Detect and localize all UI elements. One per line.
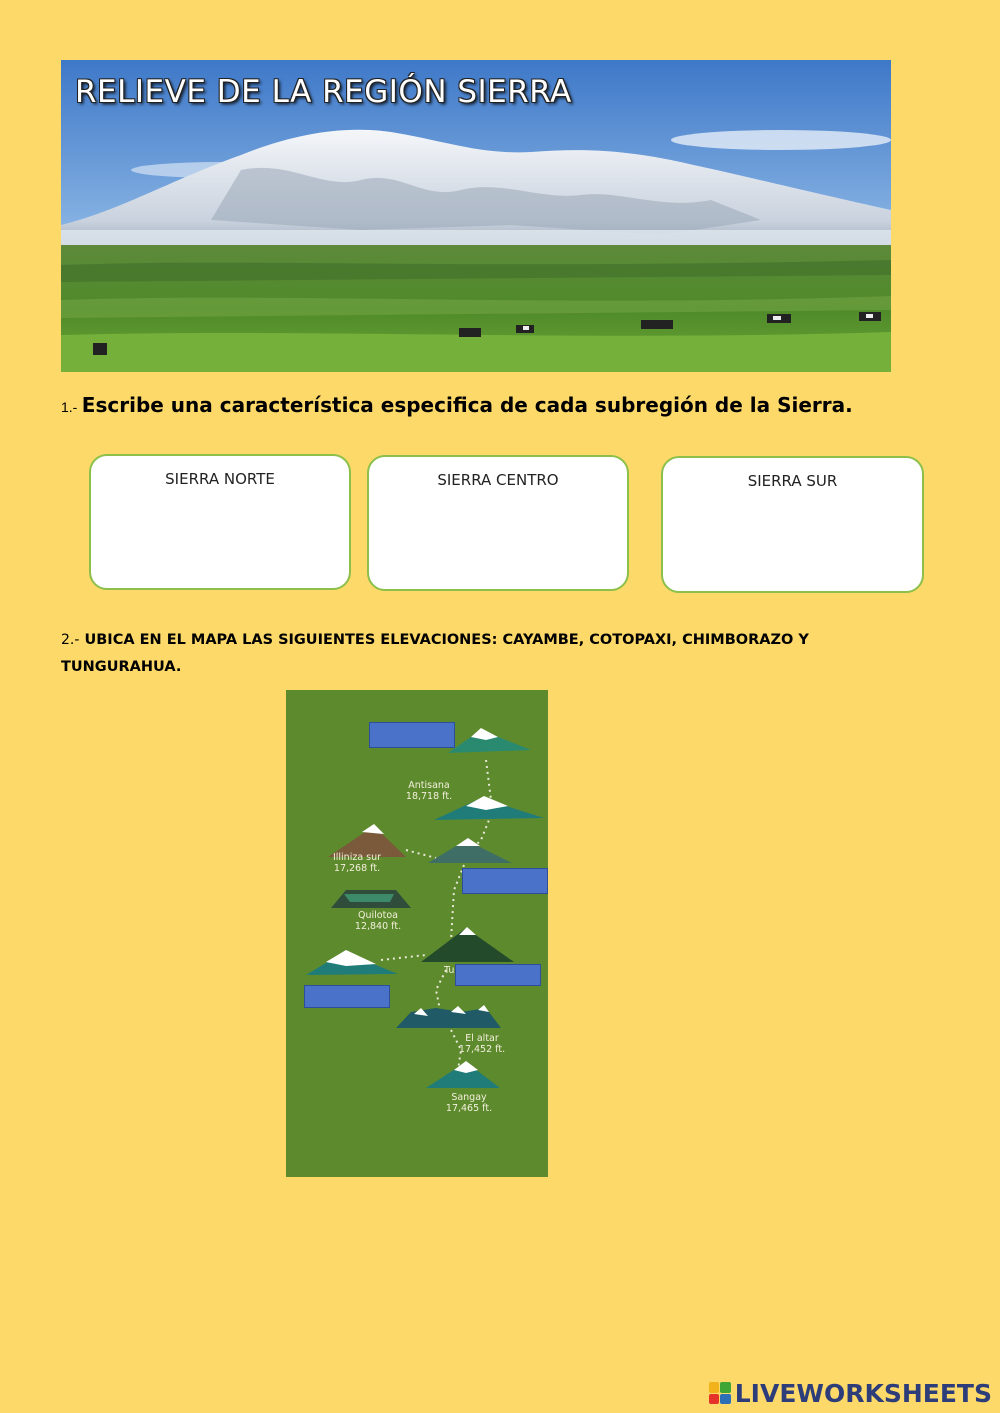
question-2-text: UBICA EN EL MAPA LAS SIGUIENTES ELEVACIONES: CAYAMBE, COTOPAXI, CHIMBORAZO Y TUNGURAHUA. bbox=[61, 632, 809, 675]
map-label-tungurahua: Tu bbox=[444, 965, 455, 976]
question-2 bbox=[61, 627, 881, 681]
volcano-map bbox=[286, 690, 548, 1177]
question-1-number: 1.- bbox=[61, 399, 78, 415]
map-label-antisana: Antisana 18,718 ft. bbox=[405, 780, 453, 802]
map-label-el-altar: El altar 17,452 ft. bbox=[458, 1033, 506, 1055]
banner-title: RELIEVE DE LA REGIÓN SIERRA bbox=[75, 74, 572, 110]
answer-drop-box[interactable] bbox=[304, 985, 390, 1008]
map-label-sangay: Sangay 17,465 ft. bbox=[445, 1092, 493, 1114]
volcano-map-graphic bbox=[286, 690, 548, 1177]
map-label-illiniza: Illiniza sur 17,268 ft. bbox=[332, 852, 382, 874]
answer-box-sierra-centro[interactable] bbox=[367, 455, 629, 591]
answer-box-label: SIERRA NORTE bbox=[165, 470, 275, 488]
brand-name: LIVEWORKSHEETS bbox=[734, 1378, 992, 1408]
answer-box-sierra-sur[interactable] bbox=[661, 456, 924, 593]
banner-image bbox=[61, 60, 891, 372]
answer-drop-box[interactable] bbox=[369, 722, 455, 748]
answer-box-label: SIERRA SUR bbox=[747, 472, 838, 490]
answer-drop-box[interactable] bbox=[455, 964, 541, 986]
question-1-text: Escribe una característica especifica de cada subregión de la Sierra. bbox=[81, 393, 853, 417]
question-1 bbox=[61, 393, 853, 417]
answer-drop-box[interactable] bbox=[462, 868, 548, 894]
liveworksheets-brand bbox=[709, 1379, 992, 1407]
liveworksheets-logo-icon bbox=[709, 1382, 731, 1404]
question-2-number: 2.- bbox=[61, 632, 80, 648]
answer-box-label: SIERRA CENTRO bbox=[437, 471, 559, 489]
map-label-quilotoa: Quilotoa 12,840 ft. bbox=[354, 910, 402, 932]
answer-box-sierra-norte[interactable] bbox=[89, 454, 351, 590]
